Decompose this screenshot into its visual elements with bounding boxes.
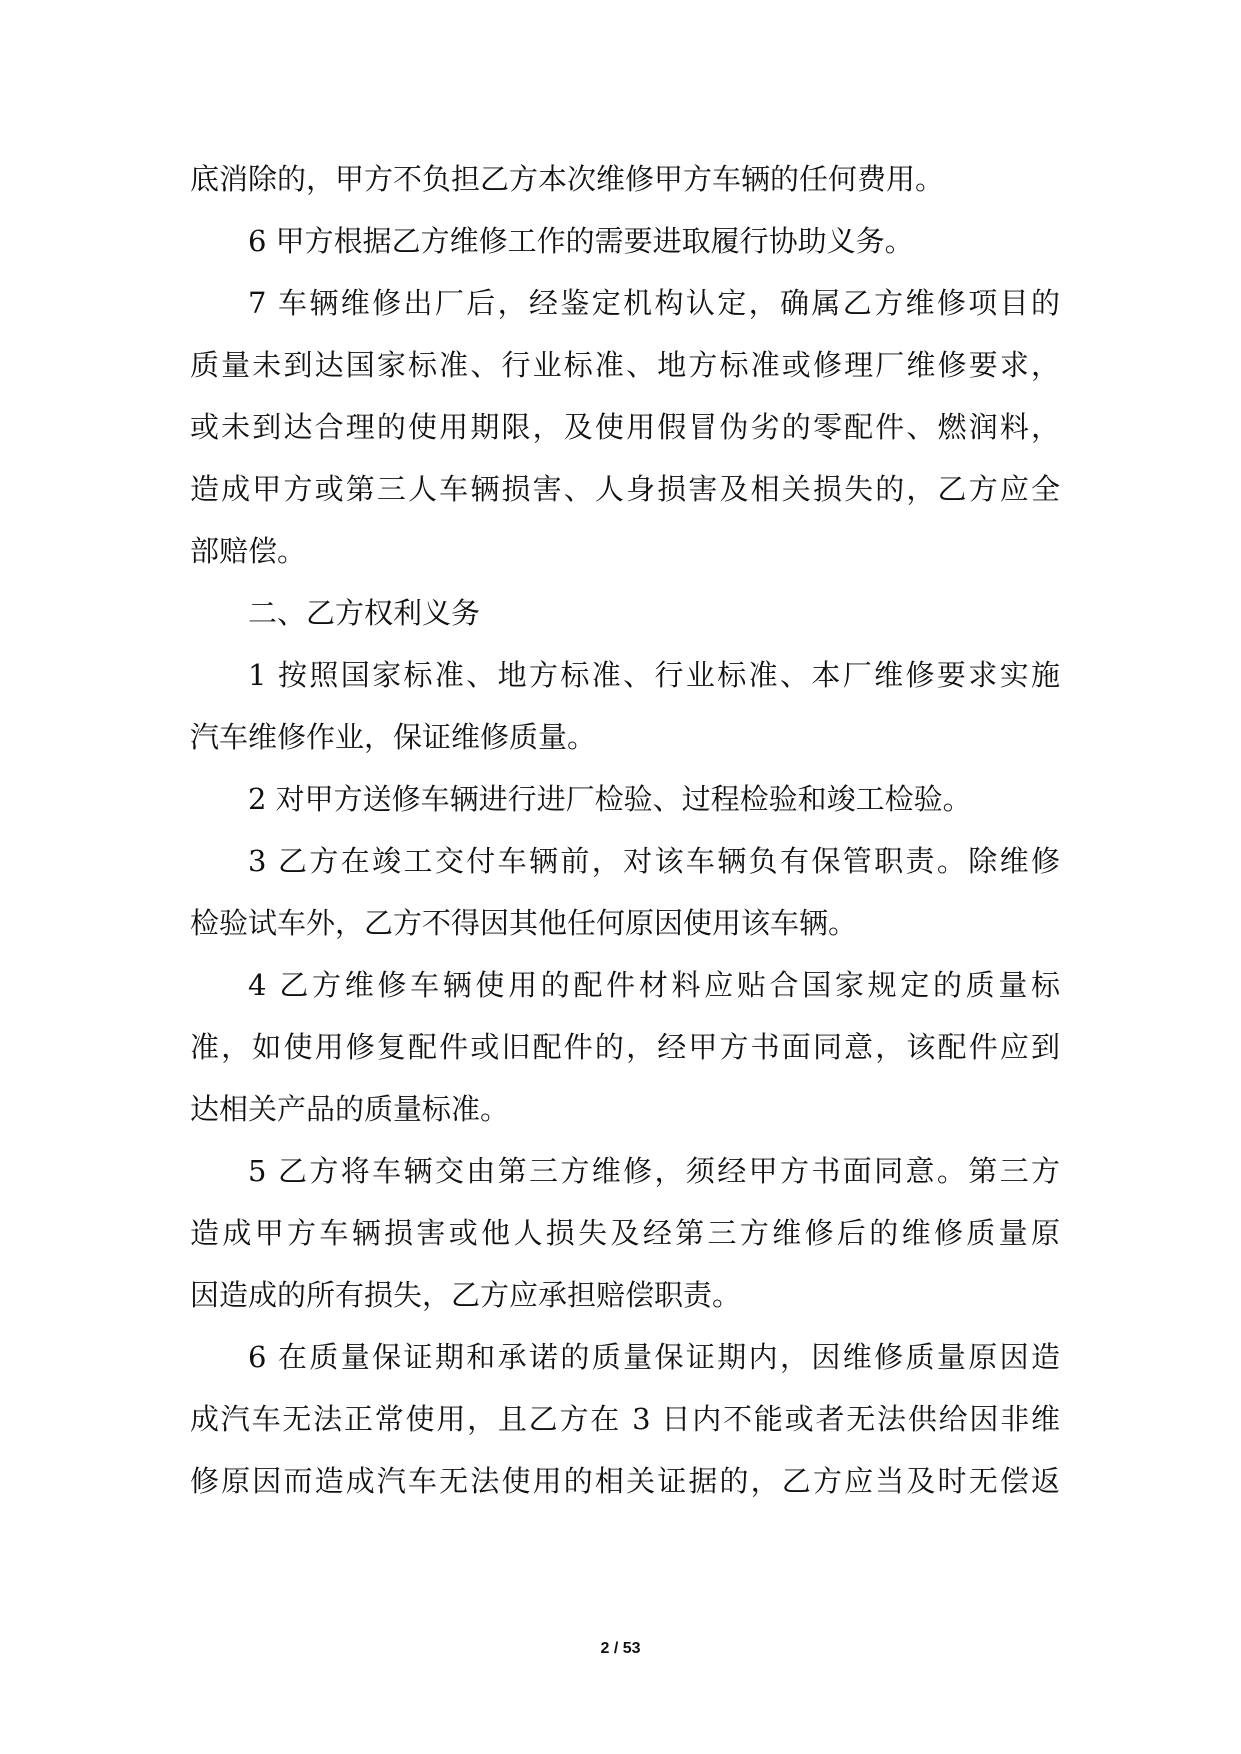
text-line: 达相关产品的质量标准。	[190, 1092, 510, 1126]
text-line: 造成甲方或第三人车辆损害、人身损害及相关损失的，乙方应全	[190, 472, 1060, 506]
text-line: 成汽车无法正常使用，且乙方在 3 日内不能或者无法供给因非维	[190, 1402, 1060, 1436]
text-line: 或未到达合理的使用期限，及使用假冒伪劣的零配件、燃润料，	[190, 410, 1060, 444]
text-line: 质量未到达国家标准、行业标准、地方标准或修理厂维修要求，	[190, 348, 1060, 382]
text-line: 5 乙方将车辆交由第三方维修，须经甲方书面同意。第三方	[248, 1154, 1060, 1188]
text-line: 准，如使用修复配件或旧配件的，经甲方书面同意，该配件应到	[190, 1030, 1060, 1064]
text-line: 1 按照国家标准、地方标准、行业标准、本厂维修要求实施	[248, 658, 1060, 692]
page-number: 2 / 53	[600, 1640, 641, 1657]
text-line: 二、乙方权利义务	[248, 596, 481, 630]
text-line: 检验试车外，乙方不得因其他任何原因使用该车辆。	[190, 906, 858, 940]
text-line: 汽车维修作业，保证维修质量。	[190, 720, 597, 754]
text-line: 因造成的所有损失，乙方应承担赔偿职责。	[190, 1278, 742, 1312]
text-line: 底消除的，甲方不负担乙方本次维修甲方车辆的任何费用。	[190, 162, 945, 196]
text-line: 4 乙方维修车辆使用的配件材料应贴合国家规定的质量标	[248, 968, 1060, 1002]
text-line: 3 乙方在竣工交付车辆前，对该车辆负有保管职责。除维修	[248, 844, 1060, 878]
text-line: 7 车辆维修出厂后，经鉴定机构认定，确属乙方维修项目的	[248, 286, 1060, 320]
text-line: 6 甲方根据乙方维修工作的需要进取履行协助义务。	[248, 224, 914, 258]
text-line: 修原因而造成汽车无法使用的相关证据的，乙方应当及时无偿返	[190, 1464, 1060, 1498]
document-body	[190, 148, 1060, 1512]
text-line: 2 对甲方送修车辆进行进厂检验、过程检验和竣工检验。	[248, 782, 972, 816]
text-line: 造成甲方车辆损害或他人损失及经第三方维修后的维修质量原	[190, 1216, 1060, 1250]
text-line: 部赔偿。	[190, 534, 307, 568]
text-line: 6 在质量保证期和承诺的质量保证期内，因维修质量原因造	[248, 1340, 1060, 1374]
